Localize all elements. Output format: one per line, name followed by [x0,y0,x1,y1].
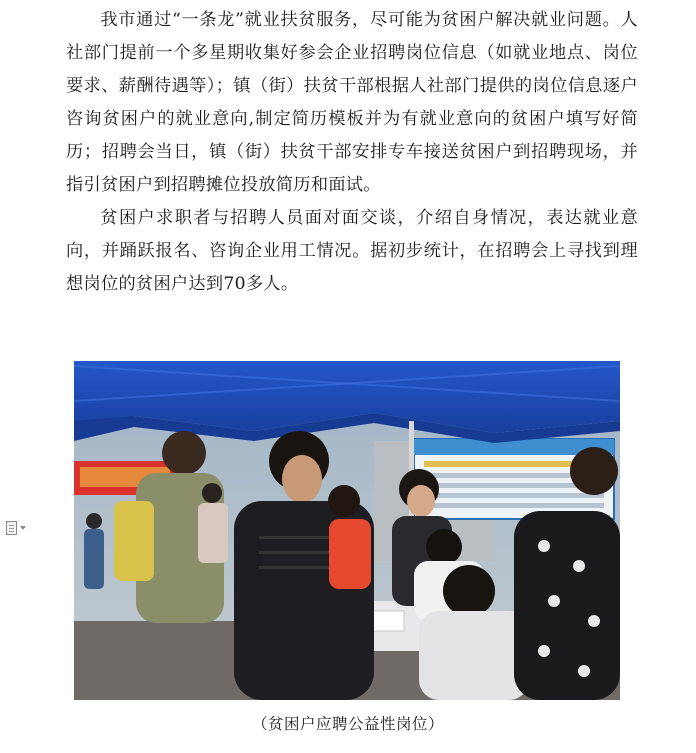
job-fair-photo [74,361,620,700]
document-icon[interactable] [6,520,32,536]
article-body [66,4,638,301]
page-glyph [6,521,17,535]
paragraph-2: 贫困户求职者与招聘人员面对面交谈，介绍自身情况，表达就业意向，并踊跃报名、咨询企业用工情况。据初步统计，在招聘会上寻找到理想岗位的贫困户达到70多人。 [66,208,638,294]
figure-caption: （贫困户应聘公益性岗位） [251,715,444,733]
chevron-down-icon [20,526,26,530]
paragraph-1: 我市通过“一条龙”就业扶贫服务，尽可能为贫困户解决就业问题。人社部门提前一个多星期收集好参会企业招聘岗位信息（如就业地点、岗位要求、薪酬待遇等）；镇（街）扶贫干部根据人社部门提供的岗位信息逐户咨询贫困户的就业意向,制定简历模板并为有就业意向的贫困户填写好简历；招聘会当日，镇（街）扶贫干部安排专车接送贫困户到招聘现场，并指引贫困户到招聘摊位投放简历和面试。 [66,10,638,195]
